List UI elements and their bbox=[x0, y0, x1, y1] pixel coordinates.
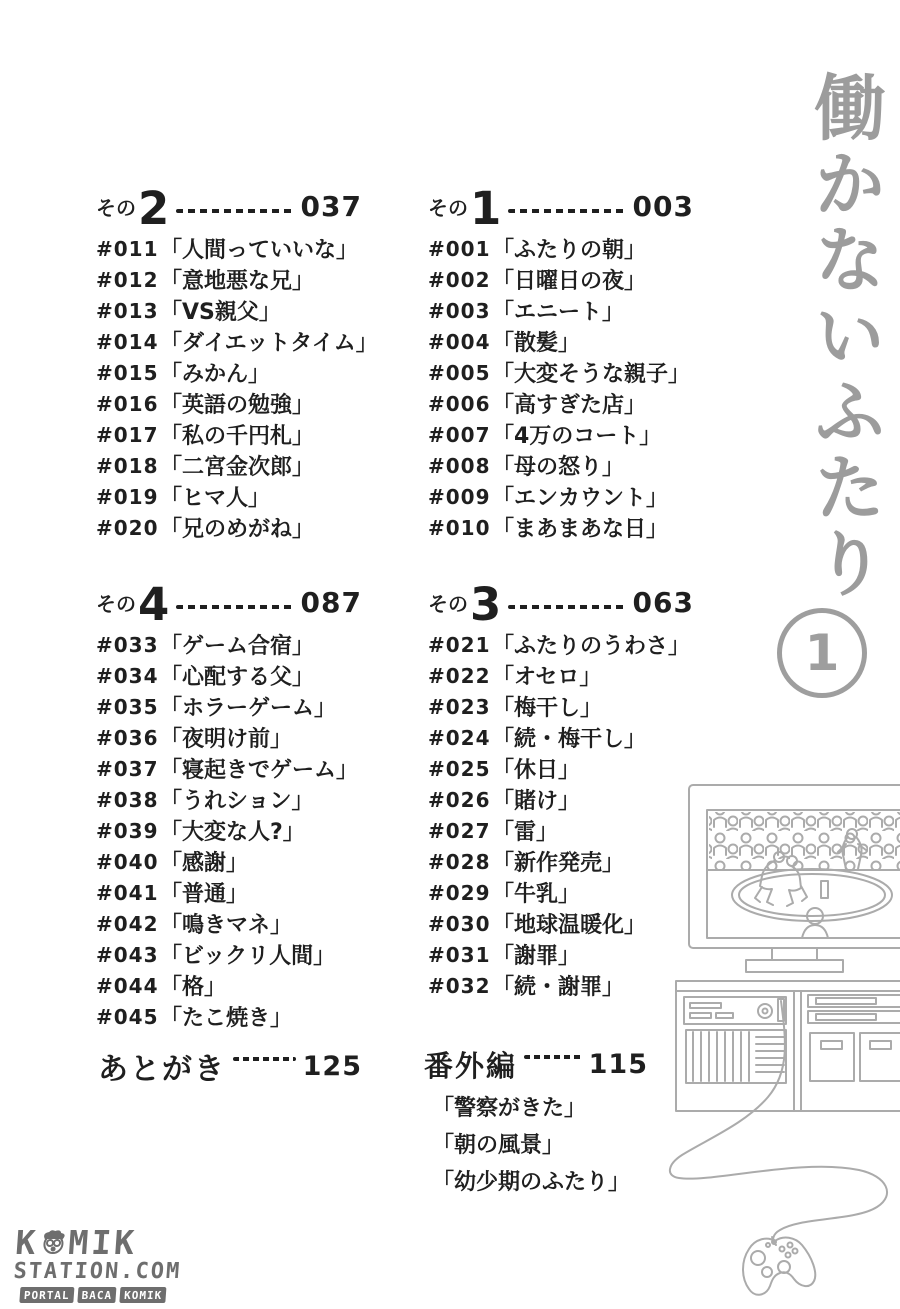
section-page-number: 003 bbox=[632, 190, 694, 223]
toc-entry-number: #017 bbox=[96, 422, 159, 447]
toc-entry-title: 「私の千円札」 bbox=[160, 424, 315, 449]
toc-entry-title: 「雷」 bbox=[492, 820, 559, 845]
toc-entry-number: #006 bbox=[428, 391, 491, 416]
toc-entry-number: #019 bbox=[96, 484, 159, 509]
toc-entry-title: 「日曜日の夜」 bbox=[492, 269, 647, 294]
toc-entry bbox=[96, 846, 362, 877]
toc-entry-title: 「二宮金次郎」 bbox=[160, 455, 315, 480]
toc-entry bbox=[96, 1001, 362, 1032]
toc-entry bbox=[428, 691, 694, 722]
toc-entry-number: #002 bbox=[428, 267, 491, 292]
toc-entry-title: 「大変そうな親子」 bbox=[492, 362, 691, 387]
section-number: 2 bbox=[138, 181, 170, 235]
toc-entry-number: #003 bbox=[428, 298, 491, 323]
section-page-number: 037 bbox=[300, 190, 362, 223]
watermark-brand-prefix: K bbox=[14, 1222, 40, 1262]
toc-entry-title: 「感謝」 bbox=[160, 851, 249, 876]
toc-entry-title: 「普通」 bbox=[160, 882, 249, 907]
toc-entry-number: #040 bbox=[96, 849, 159, 874]
toc-entry bbox=[96, 970, 362, 1001]
afterword-row bbox=[98, 1044, 362, 1088]
toc-entry-title: 「ホラーゲーム」 bbox=[160, 696, 337, 721]
toc-entry bbox=[96, 939, 362, 970]
toc-entry-number: #018 bbox=[96, 453, 159, 478]
section-header bbox=[428, 181, 694, 235]
toc-entry-title: 「ゲーム合宿」 bbox=[160, 634, 315, 659]
watermark-tagline-chip: BACA bbox=[77, 1287, 117, 1303]
toc-entry-number: #031 bbox=[428, 942, 491, 967]
toc-entry bbox=[96, 815, 362, 846]
toc-entry bbox=[428, 419, 694, 450]
sumo-broadcast-icon bbox=[707, 812, 900, 938]
section-number: 4 bbox=[138, 577, 170, 631]
toc-entry bbox=[96, 629, 362, 660]
toc-entry-title: 「鳴きマネ」 bbox=[160, 913, 293, 938]
toc-entry-title: 「梅干し」 bbox=[492, 696, 603, 721]
toc-entry-number: #010 bbox=[428, 515, 491, 540]
section-entries bbox=[96, 233, 378, 543]
toc-entry-number: #004 bbox=[428, 329, 491, 354]
toc-entry-title: 「地球温暖化」 bbox=[492, 913, 647, 938]
toc-entry-title: 「エンカウント」 bbox=[492, 486, 669, 511]
toc-entry-number: #041 bbox=[96, 880, 159, 905]
toc-entry bbox=[428, 722, 694, 753]
toc-section-sono3 bbox=[428, 578, 694, 1001]
toc-entry bbox=[428, 388, 694, 419]
toc-entry bbox=[96, 753, 362, 784]
toc-section-sono2 bbox=[96, 181, 378, 543]
dotted-leader bbox=[524, 1055, 582, 1059]
toc-entry-number: #028 bbox=[428, 849, 491, 874]
toc-entry bbox=[96, 722, 362, 753]
toc-entry-title: 「うれション」 bbox=[160, 789, 314, 814]
toc-entry-title: 「賭け」 bbox=[492, 789, 581, 814]
toc-entry-title: 「ビックリ人間」 bbox=[160, 944, 336, 969]
toc-entry bbox=[96, 357, 362, 388]
toc-entry-title: 「たこ焼き」 bbox=[160, 1006, 293, 1031]
toc-entry-title: 「夜明け前」 bbox=[160, 727, 293, 752]
extra-chapter-titles bbox=[432, 1090, 630, 1201]
extra-chapter-title: 「警察がきた」 bbox=[432, 1096, 587, 1121]
toc-entry-title: 「牛乳」 bbox=[492, 882, 581, 907]
game-controller-icon bbox=[743, 1237, 815, 1295]
toc-entry-title: 「VS親父」 bbox=[160, 300, 281, 325]
watermark-logo bbox=[11, 1222, 184, 1303]
toc-entry bbox=[428, 357, 694, 388]
toc-entry bbox=[96, 388, 362, 419]
toc-entry-title: 「まあまあな日」 bbox=[492, 517, 669, 542]
toc-entry-title: 「新作発売」 bbox=[492, 851, 625, 876]
toc-entry bbox=[428, 970, 694, 1001]
toc-entry-number: #026 bbox=[428, 787, 491, 812]
dotted-leader bbox=[176, 209, 293, 213]
section-prefix-label: その bbox=[428, 196, 468, 220]
toc-entry bbox=[428, 295, 694, 326]
toc-section-sono1 bbox=[428, 182, 694, 543]
toc-entry-title: 「高すぎた店」 bbox=[492, 393, 647, 418]
toc-entry-title: 「心配する父」 bbox=[160, 665, 315, 690]
toc-entry-number: #012 bbox=[96, 267, 159, 292]
afterword-label: あとがき bbox=[98, 1052, 226, 1087]
toc-entry-number: #033 bbox=[96, 632, 159, 657]
toc-entry-number: #013 bbox=[96, 298, 159, 323]
toc-entry-number: #020 bbox=[96, 515, 159, 540]
extra-chapters-page-number: 115 bbox=[588, 1049, 648, 1080]
toc-entry-number: #030 bbox=[428, 911, 491, 936]
toc-entry-title: 「続・謝罪」 bbox=[492, 975, 625, 1000]
toc-entry-number: #038 bbox=[96, 787, 159, 812]
toc-entry-title: 「英語の勉強」 bbox=[160, 393, 315, 418]
toc-entry bbox=[428, 784, 694, 815]
toc-entry-number: #043 bbox=[96, 942, 159, 967]
section-number: 1 bbox=[470, 181, 502, 235]
toc-entry bbox=[428, 846, 694, 877]
section-prefix-label: その bbox=[428, 592, 468, 616]
dotted-leader bbox=[508, 605, 625, 609]
tv-game-illustration bbox=[660, 775, 900, 1309]
toc-entry bbox=[96, 264, 362, 295]
game-console-shelf-icon bbox=[676, 981, 900, 1111]
dotted-leader bbox=[233, 1057, 296, 1061]
section-entries bbox=[428, 629, 694, 1001]
extra-chapter-title: 「幼少期のふたり」 bbox=[432, 1170, 631, 1195]
toc-entry bbox=[428, 326, 694, 357]
watermark-tagline-chip: PORTAL bbox=[19, 1287, 74, 1303]
toc-entry-number: #044 bbox=[96, 973, 159, 998]
toc-entry bbox=[96, 419, 362, 450]
toc-entry bbox=[96, 326, 378, 357]
toc-entry-title: 「休日」 bbox=[492, 758, 581, 783]
series-title-vertical: 働かないふたり bbox=[802, 70, 886, 602]
toc-entry-title: 「みかん」 bbox=[160, 362, 271, 387]
toc-entry-number: #007 bbox=[428, 422, 491, 447]
toc-entry-title: 「人間っていいな」 bbox=[160, 238, 359, 263]
toc-entry-title: 「散髪」 bbox=[492, 331, 581, 356]
volume-number: 1 bbox=[804, 624, 840, 682]
toc-entry bbox=[428, 629, 694, 660]
toc-entry bbox=[96, 233, 362, 264]
toc-entry-title: 「大変な人?」 bbox=[160, 820, 305, 845]
volume-number-badge bbox=[777, 608, 867, 698]
toc-entry-title: 「母の怒り」 bbox=[492, 455, 625, 480]
toc-entry bbox=[428, 233, 694, 264]
toc-entry bbox=[428, 877, 694, 908]
toc-entry-title: 「ヒマ人」 bbox=[160, 486, 271, 511]
dotted-leader bbox=[508, 209, 625, 213]
toc-entry-number: #021 bbox=[428, 632, 491, 657]
toc-entry bbox=[428, 450, 694, 481]
toc-entry-number: #001 bbox=[428, 236, 491, 261]
toc-entry-title: 「ダイエットタイム」 bbox=[160, 331, 378, 356]
toc-entry-title: 「4万のコート」 bbox=[492, 424, 662, 449]
toc-entry-number: #009 bbox=[428, 484, 491, 509]
toc-entry-number: #045 bbox=[96, 1004, 159, 1029]
section-page-number: 087 bbox=[300, 586, 362, 619]
toc-entry-title: 「オセロ」 bbox=[492, 665, 602, 690]
toc-entry bbox=[428, 815, 694, 846]
toc-entry-number: #025 bbox=[428, 756, 491, 781]
toc-entry-number: #022 bbox=[428, 663, 491, 688]
toc-entry-title: 「意地悪な兄」 bbox=[160, 269, 315, 294]
toc-entry-title: 「続・梅干し」 bbox=[492, 727, 647, 752]
toc-entry-number: #016 bbox=[96, 391, 159, 416]
watermark-brand-suffix: MIK bbox=[67, 1222, 139, 1262]
toc-entry bbox=[96, 481, 362, 512]
toc-entry bbox=[96, 450, 362, 481]
toc-entry bbox=[428, 512, 694, 543]
section-prefix-label: その bbox=[96, 592, 136, 616]
toc-entry bbox=[96, 908, 362, 939]
clown-face-icon bbox=[38, 1228, 68, 1256]
section-header bbox=[96, 577, 362, 631]
toc-entry-number: #039 bbox=[96, 818, 159, 843]
section-entries bbox=[96, 629, 362, 1032]
toc-entry-title: 「兄のめがね」 bbox=[160, 517, 315, 542]
section-number: 3 bbox=[470, 577, 502, 631]
afterword-page-number: 125 bbox=[302, 1050, 362, 1082]
toc-entry bbox=[96, 877, 362, 908]
toc-entry-number: #005 bbox=[428, 360, 491, 385]
toc-entry-number: #042 bbox=[96, 911, 159, 936]
toc-entry-number: #023 bbox=[428, 694, 491, 719]
toc-entry-number: #036 bbox=[96, 725, 159, 750]
toc-entry-title: 「謝罪」 bbox=[492, 944, 581, 969]
section-prefix-label: その bbox=[96, 196, 136, 220]
toc-entry-number: #035 bbox=[96, 694, 159, 719]
watermark-brand bbox=[14, 1222, 184, 1262]
section-entries bbox=[428, 233, 694, 543]
toc-entry bbox=[428, 908, 694, 939]
toc-entry-number: #037 bbox=[96, 756, 159, 781]
watermark-tagline bbox=[19, 1287, 180, 1303]
tv-stand-icon bbox=[746, 948, 843, 972]
toc-entry bbox=[96, 512, 362, 543]
toc-entry-number: #015 bbox=[96, 360, 159, 385]
toc-entry bbox=[428, 753, 694, 784]
toc-entry-number: #034 bbox=[96, 663, 159, 688]
toc-entry bbox=[428, 264, 694, 295]
toc-entry bbox=[96, 691, 362, 722]
extra-chapters-row bbox=[424, 1044, 648, 1085]
toc-entry-number: #027 bbox=[428, 818, 491, 843]
dotted-leader bbox=[176, 605, 293, 609]
toc-entry-number: #014 bbox=[96, 329, 159, 354]
toc-entry bbox=[96, 784, 362, 815]
toc-entry-title: 「ふたりのうわさ」 bbox=[492, 634, 691, 659]
toc-entry bbox=[428, 481, 694, 512]
watermark-domain: STATION.COM bbox=[12, 1258, 183, 1284]
extra-chapter-title: 「朝の風景」 bbox=[432, 1133, 565, 1158]
toc-entry-number: #011 bbox=[96, 236, 159, 261]
toc-entry-number: #008 bbox=[428, 453, 491, 478]
extra-chapters-label: 番外編 bbox=[424, 1049, 518, 1083]
toc-entry-number: #029 bbox=[428, 880, 491, 905]
toc-section-sono4 bbox=[96, 578, 362, 1032]
watermark-tagline-chip: KOMIK bbox=[120, 1287, 167, 1303]
toc-entry-title: 「ふたりの朝」 bbox=[492, 238, 647, 263]
section-header bbox=[428, 577, 694, 631]
toc-entry-title: 「格」 bbox=[160, 975, 227, 1000]
section-page-number: 063 bbox=[632, 586, 694, 619]
toc-entry bbox=[96, 295, 362, 326]
toc-entry-number: #032 bbox=[428, 973, 491, 998]
section-header bbox=[96, 181, 362, 235]
toc-entry bbox=[96, 660, 362, 691]
toc-entry-title: 「エニート」 bbox=[492, 300, 625, 325]
toc-entry-number: #024 bbox=[428, 725, 491, 750]
toc-entry bbox=[428, 939, 694, 970]
toc-entry-title: 「寝起きでゲーム」 bbox=[160, 758, 359, 783]
toc-entry bbox=[428, 660, 694, 691]
